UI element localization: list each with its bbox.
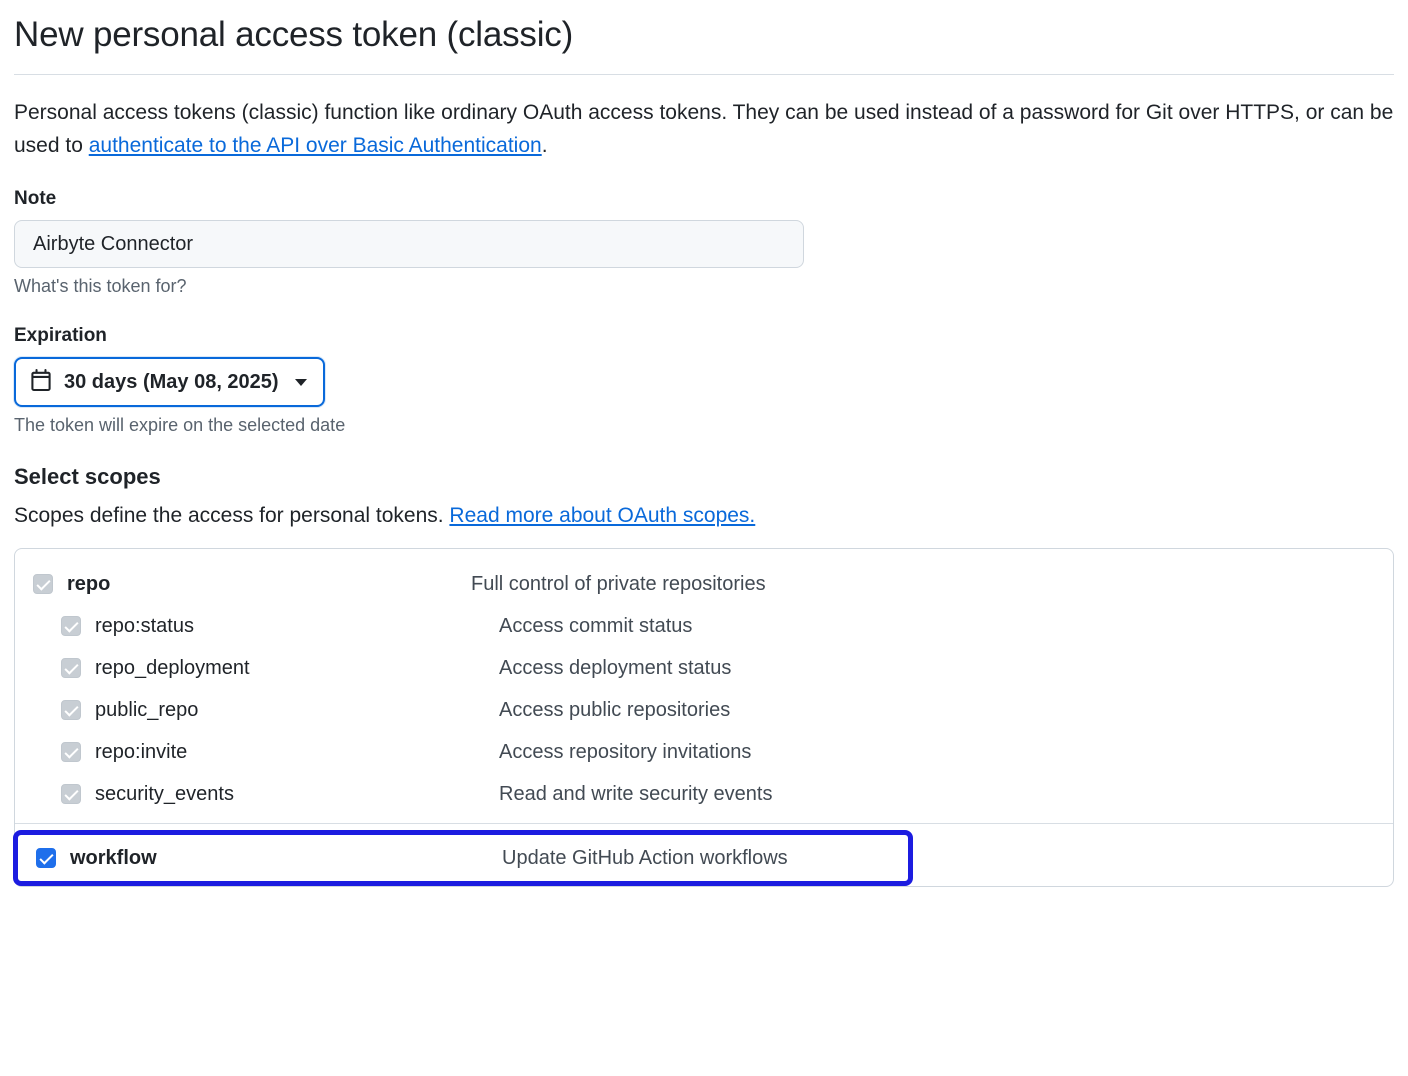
scope-row-workflow[interactable] — [13, 830, 913, 886]
scope-description: Access public repositories — [499, 698, 731, 721]
scope-row-security-events[interactable] — [15, 773, 1393, 815]
checkbox-workflow[interactable] — [36, 848, 56, 868]
new-token-page — [0, 14, 1408, 887]
page-title: New personal access token (classic) — [14, 15, 574, 54]
intro-text-after: . — [541, 133, 548, 157]
scope-row-repo-deployment[interactable] — [15, 647, 1393, 689]
checkbox-security-events[interactable] — [61, 784, 81, 804]
oauth-scopes-link[interactable]: Read more about OAuth scopes. — [449, 504, 756, 528]
scope-name: repo — [67, 572, 111, 595]
scope-row-repo-invite[interactable] — [15, 731, 1393, 773]
chevron-down-icon — [295, 379, 307, 386]
scope-row-public-repo[interactable] — [15, 689, 1393, 731]
scope-description: Access deployment status — [499, 656, 732, 679]
scopes-list — [14, 548, 1394, 887]
intro-paragraph — [14, 97, 1394, 162]
checkbox-public-repo[interactable] — [61, 700, 81, 720]
expiration-selected-value: 30 days (May 08, 2025) — [64, 370, 279, 393]
scopes-description-text: Scopes define the access for personal tokens. — [14, 504, 450, 528]
note-input[interactable] — [14, 220, 804, 268]
scopes-description — [14, 504, 1394, 528]
note-label: Note — [14, 188, 57, 210]
expiration-select[interactable] — [14, 357, 325, 407]
calendar-icon — [30, 369, 52, 396]
scope-description: Full control of private repositories — [471, 572, 766, 595]
scope-description: Update GitHub Action workflows — [502, 846, 788, 869]
checkbox-repo[interactable] — [33, 574, 53, 594]
checkbox-repo-status[interactable] — [61, 616, 81, 636]
scopes-divider — [15, 823, 1393, 824]
scope-description: Read and write security events — [499, 782, 773, 805]
checkbox-repo-deployment[interactable] — [61, 658, 81, 678]
scope-description: Access repository invitations — [499, 740, 752, 763]
checkbox-repo-invite[interactable] — [61, 742, 81, 762]
scope-name: repo:status — [95, 614, 194, 637]
title-divider — [14, 74, 1394, 75]
scope-name: security_events — [95, 782, 234, 805]
expiration-label: Expiration — [14, 325, 107, 347]
scope-name: repo_deployment — [95, 656, 250, 679]
scope-row-repo[interactable] — [15, 563, 1393, 605]
scope-name: public_repo — [95, 698, 199, 721]
select-scopes-heading: Select scopes — [14, 464, 161, 490]
expiration-helper-text: The token will expire on the selected date — [14, 415, 346, 436]
scope-name: repo:invite — [95, 740, 188, 763]
scope-row-repo-status[interactable] — [15, 605, 1393, 647]
scope-name: workflow — [70, 846, 157, 869]
scope-description: Access commit status — [499, 614, 693, 637]
note-helper-text: What's this token for? — [14, 276, 187, 297]
basic-auth-link[interactable]: authenticate to the API over Basic Authentication — [88, 133, 542, 157]
intro-text-before: Personal access tokens (classic) function like ordinary OAuth access tokens. They can be used instead of a password for Git over HTTPS, or can be used to — [14, 101, 1394, 157]
